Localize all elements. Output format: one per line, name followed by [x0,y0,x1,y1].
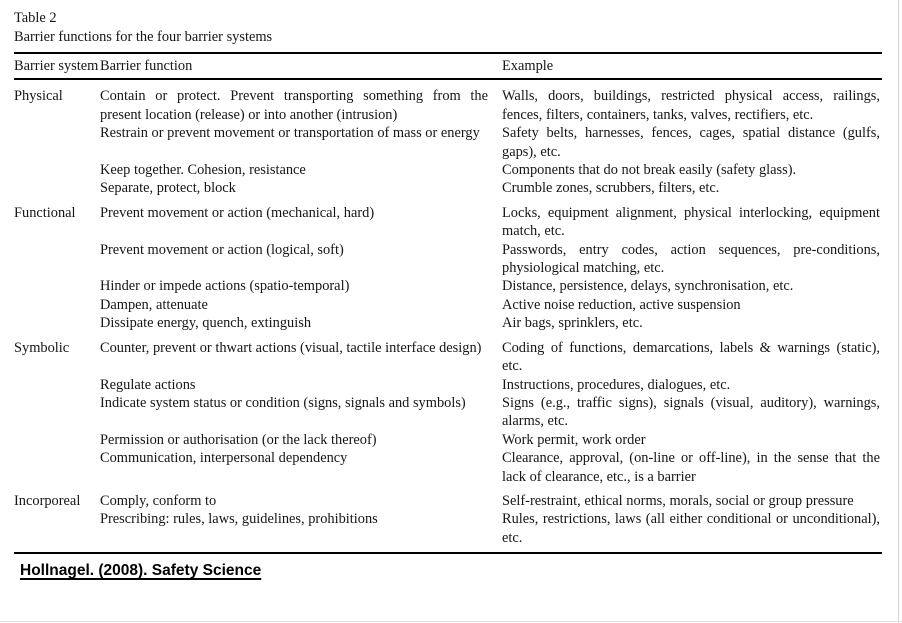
barrier-function-cell: Counter, prevent or thwart actions (visual, tactile interface design) [100,339,482,356]
example-cell: Air bags, sprinklers, etc. [502,315,643,332]
table-subtitle: Barrier functions for the four barrier systems [14,29,273,45]
barrier-function-cell: Prevent movement or action (logical, soft) [100,241,344,258]
table-row [14,296,882,314]
header-row [14,53,882,79]
example-cell: Distance, persistence, delays, synchronisation, etc. [502,278,794,295]
barrier-system-cell: Incorporeal [14,492,81,509]
barrier-function-cell: Permission or authorisation (or the lack thereof) [100,431,377,448]
barrier-function-cell: Communication, interpersonal dependency [100,450,348,467]
barrier-function-cell: Dissipate energy, quench, extinguish [100,315,312,332]
example-cell: Coding of functions, demarcations, labels & warnings (static), etc. [502,339,880,375]
example-cell: Clearance, approval, (on-line or off-line), in the sense that the lack of clearance, etc., is a barrier [502,450,880,485]
table-row [14,79,882,124]
table-row [14,179,882,197]
barrier-function-cell: Restrain or prevent movement or transportation of mass or energy [100,125,480,142]
barrier-system-cell [14,296,100,314]
table-row [14,394,882,431]
table-row [14,198,882,241]
table-header [14,53,882,79]
barrier-function-cell: Prevent movement or action (mechanical, hard) [100,204,375,221]
example-cell: Signs (e.g., traffic signs), signals (visual, auditory), warnings, alarms, etc. [502,394,880,430]
example-cell: Passwords, entry codes, action sequences, pre-conditions, physiological matching, etc. [502,241,880,277]
barrier-function-cell: Prescribing: rules, laws, guidelines, prohibitions [100,511,378,528]
table-title: Table 2 [14,10,57,26]
table-row [14,241,882,278]
barrier-function-cell: Dampen, attenuate [100,296,208,313]
example-cell: Self-restraint, ethical norms, morals, social or group pressure [502,492,854,509]
barrier-function-cell: Keep together. Cohesion, resistance [100,162,306,179]
barrier-system-cell [14,179,100,197]
barrier-system-cell [14,394,100,431]
table-row [14,510,882,553]
column-header-barrier-function: Barrier function [100,53,502,79]
example-cell: Walls, doors, buildings, restricted physical access, railings, fences, filters, containers, tanks, valves, rectifiers, etc. [502,88,880,123]
barrier-system-cell [14,314,100,332]
barrier-system-cell: Physical [14,88,63,105]
barrier-system-cell [14,161,100,179]
barrier-function-cell: Hinder or impede actions (spatio-temporal) [100,278,350,295]
page-bottom-edge-line [0,621,902,622]
example-cell: Work permit, work order [502,431,646,448]
example-cell: Locks, equipment alignment, physical interlocking, equipment match, etc. [502,204,880,240]
barrier-functions-table [14,52,882,554]
barrier-system-cell [14,277,100,295]
barrier-function-cell: Regulate actions [100,376,196,393]
example-cell: Components that do not break easily (safety glass). [502,162,797,179]
example-cell: Safety belts, harnesses, fences, cages, spatial distance (gulfs, gaps), etc. [502,125,880,160]
column-header-barrier-system: Barrier system [14,53,100,79]
table-row [14,124,882,161]
barrier-system-cell [14,431,100,449]
barrier-system-cell [14,449,100,486]
example-cell: Active noise reduction, active suspension [502,296,741,313]
barrier-system-cell: Symbolic [14,339,70,356]
citation: Hollnagel. (2008). Safety Science [20,562,262,580]
barrier-function-cell: Indicate system status or condition (signs, signals and symbols) [100,394,466,411]
example-cell: Crumble zones, scrubbers, filters, etc. [502,180,720,197]
barrier-system-cell: Functional [14,204,76,221]
table-row [14,161,882,179]
column-header-example: Example [502,53,882,79]
table-row [14,376,882,394]
barrier-system-cell [14,241,100,278]
barrier-system-cell [14,510,100,553]
table-row [14,277,882,295]
example-cell: Instructions, procedures, dialogues, etc. [502,376,731,393]
table-row [14,449,882,486]
barrier-function-cell: Comply, conform to [100,492,217,509]
example-cell: Rules, restrictions, laws (all either conditional or unconditional), etc. [502,511,880,546]
barrier-function-cell: Separate, protect, block [100,180,236,197]
barrier-system-cell [14,376,100,394]
table-row [14,314,882,332]
page-edge-line [898,0,899,623]
table-row [14,431,882,449]
table-body [14,79,882,553]
table-row [14,486,882,510]
barrier-system-cell [14,124,100,161]
table-row [14,333,882,376]
barrier-function-cell: Contain or protect. Prevent transporting something from the present location (release) or into another (intrusion) [100,88,488,123]
